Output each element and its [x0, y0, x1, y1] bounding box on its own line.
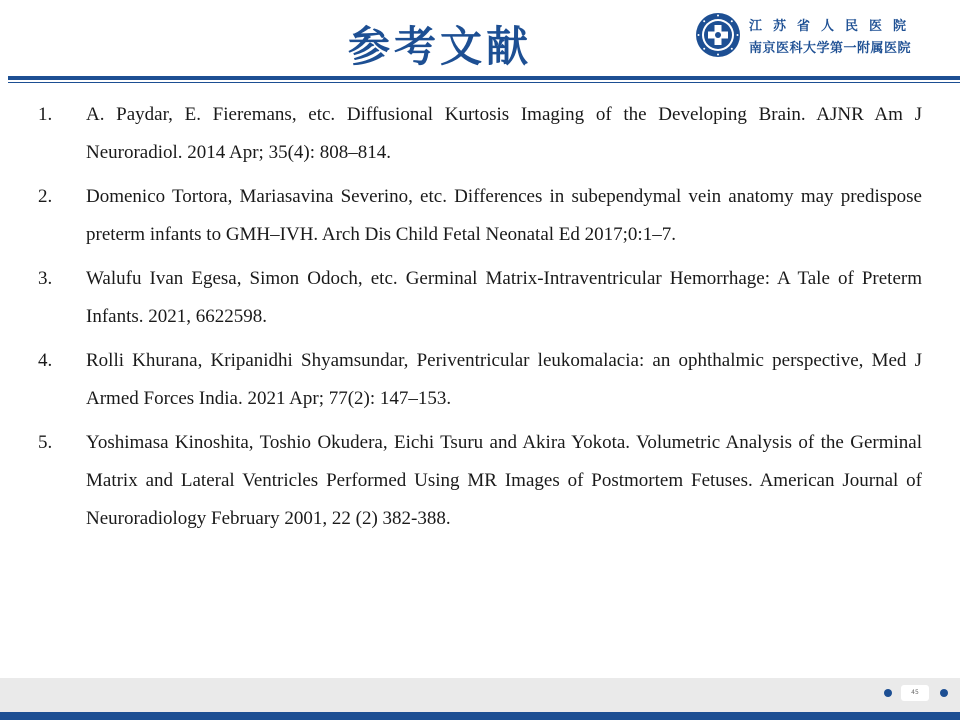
footer-dot-icon — [940, 689, 948, 697]
footer-bar — [0, 712, 960, 720]
reference-number: 2. — [38, 186, 53, 207]
reference-text: Domenico Tortora, Mariasavina Severino, etc. Differences in subependymal vein anatomy may predispose preterm infants to GMH–IVH. Arch Dis Child Fetal Neonatal Ed 2017;0:1–7. — [86, 186, 922, 245]
footer-dot-icon — [884, 689, 892, 697]
reference-number: 5. — [38, 432, 53, 453]
reference-text: Rolli Khurana, Kripanidhi Shyamsundar, Periventricular leukomalacia: an ophthalmic perspective, Med J Armed Forces India. 2021 Apr; 77(2): 147–153. — [86, 350, 922, 409]
reference-number: 1. — [38, 104, 53, 125]
reference-item — [38, 342, 922, 418]
page-number: 45 — [901, 685, 929, 701]
reference-item — [38, 424, 922, 538]
reference-text: Walufu Ivan Egesa, Simon Odoch, etc. Germinal Matrix-Intraventricular Hemorrhage: A Tale of Preterm Infants. 2021, 6622598. — [86, 268, 922, 327]
reference-number: 4. — [38, 350, 53, 371]
reference-item — [38, 96, 922, 172]
hospital-name: 江苏省人民医院 — [749, 19, 918, 34]
reference-item — [38, 260, 922, 336]
reference-number: 3. — [38, 268, 53, 289]
page-title: 参考文献 — [347, 22, 532, 71]
header-divider-thick — [8, 76, 960, 80]
hospital-emblem-icon — [695, 12, 741, 58]
header-divider-thin — [8, 82, 960, 83]
reference-text: A. Paydar, E. Fieremans, etc. Diffusional Kurtosis Imaging of the Developing Brain. AJNR Am J Neuroradiol. 2014 Apr; 35(4): 808–814. — [86, 104, 922, 163]
slide-header — [0, 0, 960, 84]
footer-band — [0, 678, 960, 712]
hospital-logo — [695, 12, 957, 62]
hospital-affiliation: 南京医科大学第一附属医院 — [749, 41, 912, 56]
reference-text: Yoshimasa Kinoshita, Toshio Okudera, Eichi Tsuru and Akira Yokota. Volumetric Analysis of the Germinal Matrix and Lateral Ventricles Performed Using MR Images of Postmortem Fetuses. American Journal of Neuroradiology February 2001, 22 (2) 382-388. — [86, 432, 922, 529]
reference-item — [38, 178, 922, 254]
reference-list — [38, 96, 922, 544]
